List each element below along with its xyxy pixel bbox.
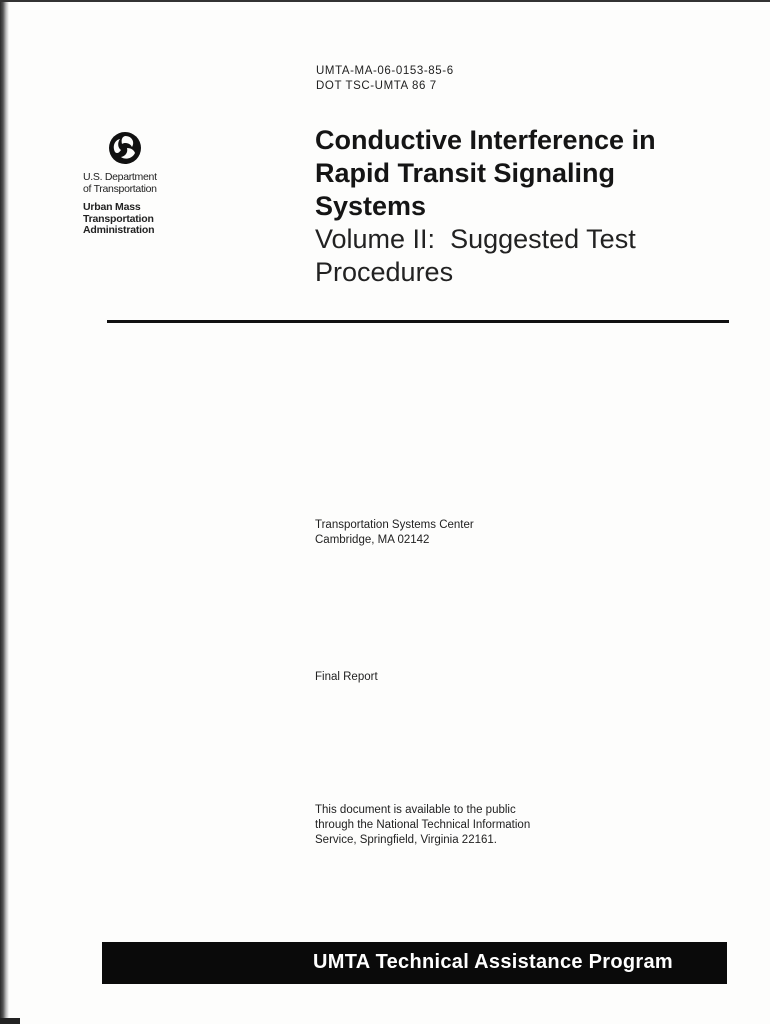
volume-subtitle-line-1: Volume II: Suggested Test <box>315 224 636 254</box>
horizontal-rule <box>107 320 729 323</box>
report-title-line-3: Systems <box>315 191 427 221</box>
administration-line-3: Administration <box>83 224 155 236</box>
title-block <box>315 124 715 289</box>
administration-name <box>83 202 157 237</box>
report-number-umta: UMTA-MA-06-0153-85-6 <box>316 65 454 77</box>
department-line-1: U.S. Department <box>83 171 157 183</box>
availability-line-3: Service, Springfield, Virginia 22161. <box>315 834 497 846</box>
agency-block <box>83 172 157 237</box>
availability-line-2: through the National Technical Information <box>315 819 531 831</box>
department-line-2: of Transportation <box>83 182 157 195</box>
volume-subtitle-line-2: Procedures <box>315 257 454 287</box>
program-banner-text: UMTA Technical Assistance Program <box>313 951 673 973</box>
availability-line-1: This document is available to the public <box>315 804 516 816</box>
center-address: Cambridge, MA 02142 <box>315 534 430 546</box>
report-title-line-1: Conductive Interference in <box>315 125 656 155</box>
report-number-block <box>316 64 454 94</box>
scan-edge-bottom <box>0 1018 20 1024</box>
scan-edge-top <box>0 0 770 2</box>
availability-statement <box>315 803 530 848</box>
department-name <box>83 172 157 195</box>
scan-edge-left <box>0 0 9 1024</box>
administration-line-1: Urban Mass <box>83 201 141 213</box>
report-number-dot: DOT TSC-UMTA 86 7 <box>316 80 437 92</box>
report-title-line-2: Rapid Transit Signaling <box>315 158 616 188</box>
issuing-center <box>315 518 474 548</box>
report-title <box>315 124 715 223</box>
administration-line-2: Transportation <box>83 212 154 225</box>
program-banner <box>102 942 727 984</box>
volume-subtitle <box>315 223 715 289</box>
center-name: Transportation Systems Center <box>315 519 474 531</box>
report-type: Final Report <box>315 671 378 683</box>
dot-triskelion-icon <box>108 131 142 165</box>
